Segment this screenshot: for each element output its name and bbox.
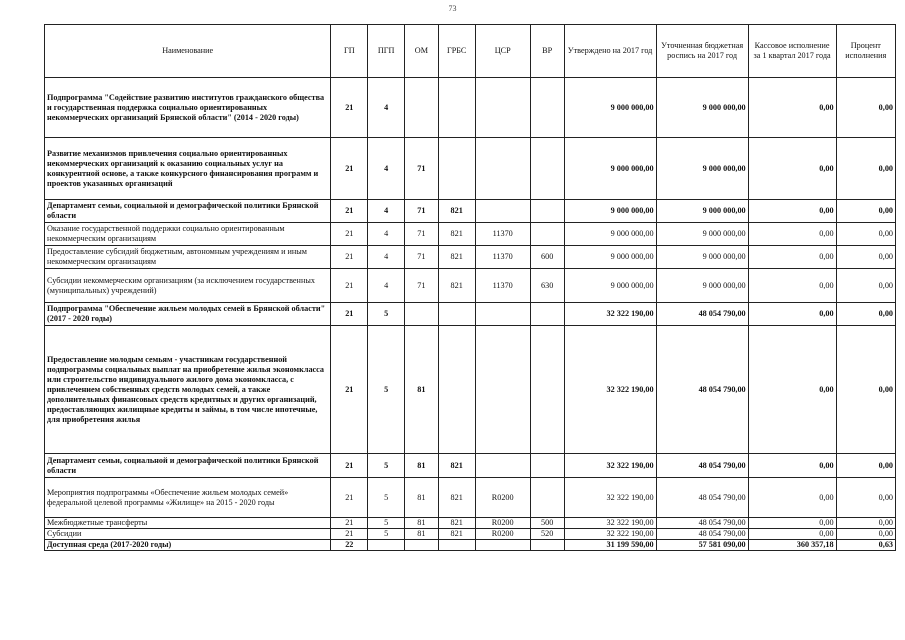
- cell-vr: [530, 540, 564, 551]
- cell-name: Субсидии: [45, 529, 331, 540]
- cell-name: Департамент семьи, социальной и демографической политики Брянской области: [45, 454, 331, 478]
- cell-name: Доступная среда (2017-2020 годы): [45, 540, 331, 551]
- cell-approved: 32 322 190,00: [564, 529, 656, 540]
- cell-grbs: [438, 326, 475, 454]
- cell-gp: 21: [331, 200, 368, 223]
- cell-percent: 0,00: [836, 138, 895, 200]
- cell-approved: 9 000 000,00: [564, 138, 656, 200]
- cell-percent: 0,00: [836, 78, 895, 138]
- cell-name: Межбюджетные трансферты: [45, 518, 331, 529]
- table-row: [45, 454, 896, 478]
- cell-grbs: 821: [438, 200, 475, 223]
- cell-gp: 21: [331, 78, 368, 138]
- cell-gp: 21: [331, 478, 368, 518]
- cell-vr: [530, 454, 564, 478]
- cell-percent: 0,63: [836, 540, 895, 551]
- cell-approved: 32 322 190,00: [564, 478, 656, 518]
- cell-vr: 600: [530, 246, 564, 269]
- cell-pgp: 5: [368, 326, 405, 454]
- table-row: [45, 200, 896, 223]
- cell-pgp: 4: [368, 246, 405, 269]
- cell-vr: [530, 326, 564, 454]
- cell-refined: 9 000 000,00: [656, 200, 748, 223]
- table-row: [45, 518, 896, 529]
- cell-vr: [530, 200, 564, 223]
- cell-om: 71: [405, 269, 439, 303]
- cell-cash: 0,00: [748, 454, 836, 478]
- cell-approved: 31 199 590,00: [564, 540, 656, 551]
- cell-gp: 21: [331, 269, 368, 303]
- cell-gp: 21: [331, 246, 368, 269]
- cell-pgp: 5: [368, 529, 405, 540]
- cell-csr: 11370: [475, 269, 530, 303]
- cell-refined: 48 054 790,00: [656, 518, 748, 529]
- cell-refined: 9 000 000,00: [656, 246, 748, 269]
- cell-grbs: [438, 78, 475, 138]
- table-row: [45, 246, 896, 269]
- cell-csr: [475, 540, 530, 551]
- cell-percent: 0,00: [836, 223, 895, 246]
- col-header-cash: Кассовое исполнение за 1 квартал 2017 года: [748, 25, 836, 78]
- cell-csr: R0200: [475, 478, 530, 518]
- cell-name: Подпрограмма "Содействие развитию институтов гражданского общества и государственная поддержка социально ориентированных некоммерческих организаций Брянской области" (2014 - 2020 годы): [45, 78, 331, 138]
- cell-csr: 11370: [475, 223, 530, 246]
- cell-cash: 0,00: [748, 138, 836, 200]
- cell-percent: 0,00: [836, 529, 895, 540]
- col-header-csr: ЦСР: [475, 25, 530, 78]
- cell-csr: 11370: [475, 246, 530, 269]
- table-row: [45, 478, 896, 518]
- table-row: [45, 223, 896, 246]
- col-header-vr: ВР: [530, 25, 564, 78]
- table-row: [45, 540, 896, 551]
- cell-grbs: [438, 303, 475, 326]
- col-header-gp: ГП: [331, 25, 368, 78]
- cell-csr: [475, 200, 530, 223]
- cell-name: Оказание государственной поддержки социально ориентированным некоммерческим организациям: [45, 223, 331, 246]
- cell-cash: 0,00: [748, 269, 836, 303]
- cell-refined: 9 000 000,00: [656, 138, 748, 200]
- cell-csr: [475, 454, 530, 478]
- page-number: 73: [448, 4, 457, 13]
- cell-name: Подпрограмма "Обеспечение жильем молодых семей в Брянской области" (2017 - 2020 годы): [45, 303, 331, 326]
- cell-vr: 500: [530, 518, 564, 529]
- cell-grbs: 821: [438, 529, 475, 540]
- cell-refined: 9 000 000,00: [656, 78, 748, 138]
- cell-refined: 57 581 090,00: [656, 540, 748, 551]
- cell-gp: 21: [331, 223, 368, 246]
- cell-pgp: 4: [368, 269, 405, 303]
- table-row: [45, 269, 896, 303]
- cell-name: Департамент семьи, социальной и демографической политики Брянской области: [45, 200, 331, 223]
- cell-grbs: 821: [438, 478, 475, 518]
- table-body: [45, 78, 896, 551]
- cell-vr: [530, 478, 564, 518]
- col-header-grbs: ГРБС: [438, 25, 475, 78]
- col-header-percent: Процент исполнения: [836, 25, 895, 78]
- cell-cash: 0,00: [748, 246, 836, 269]
- table-header-row: [45, 25, 896, 78]
- cell-approved: 9 000 000,00: [564, 269, 656, 303]
- cell-gp: 21: [331, 518, 368, 529]
- cell-gp: 21: [331, 529, 368, 540]
- cell-name: Субсидии некоммерческим организациям (за исключением государственных (муниципальных) учреждений): [45, 269, 331, 303]
- cell-gp: 21: [331, 326, 368, 454]
- cell-name: Мероприятия подпрограммы «Обеспечение жильем молодых семей» федеральной целевой программы «Жилище» на 2015 - 2020 годы: [45, 478, 331, 518]
- table-row: [45, 303, 896, 326]
- cell-grbs: 821: [438, 223, 475, 246]
- cell-om: 71: [405, 246, 439, 269]
- cell-csr: [475, 326, 530, 454]
- cell-vr: 630: [530, 269, 564, 303]
- cell-grbs: [438, 138, 475, 200]
- cell-approved: 9 000 000,00: [564, 246, 656, 269]
- cell-approved: 9 000 000,00: [564, 78, 656, 138]
- cell-refined: 48 054 790,00: [656, 326, 748, 454]
- cell-cash: 0,00: [748, 518, 836, 529]
- cell-pgp: 5: [368, 303, 405, 326]
- cell-percent: 0,00: [836, 303, 895, 326]
- cell-pgp: 4: [368, 78, 405, 138]
- cell-pgp: 4: [368, 200, 405, 223]
- cell-approved: 32 322 190,00: [564, 326, 656, 454]
- cell-om: 81: [405, 326, 439, 454]
- cell-om: [405, 303, 439, 326]
- cell-cash: 0,00: [748, 478, 836, 518]
- cell-grbs: 821: [438, 269, 475, 303]
- cell-cash: 0,00: [748, 78, 836, 138]
- col-header-name: Наименование: [45, 25, 331, 78]
- cell-csr: [475, 138, 530, 200]
- cell-cash: 0,00: [748, 529, 836, 540]
- cell-pgp: 5: [368, 478, 405, 518]
- cell-approved: 32 322 190,00: [564, 518, 656, 529]
- cell-percent: 0,00: [836, 478, 895, 518]
- cell-vr: [530, 223, 564, 246]
- cell-grbs: [438, 540, 475, 551]
- cell-refined: 9 000 000,00: [656, 269, 748, 303]
- cell-cash: 0,00: [748, 200, 836, 223]
- col-header-approved: Утверждено на 2017 год: [564, 25, 656, 78]
- cell-vr: [530, 138, 564, 200]
- cell-csr: [475, 78, 530, 138]
- table-row: [45, 138, 896, 200]
- cell-refined: 48 054 790,00: [656, 478, 748, 518]
- col-header-pgp: ПГП: [368, 25, 405, 78]
- budget-table: [44, 24, 896, 551]
- cell-cash: 0,00: [748, 223, 836, 246]
- cell-percent: 0,00: [836, 518, 895, 529]
- cell-approved: 9 000 000,00: [564, 223, 656, 246]
- cell-om: 81: [405, 518, 439, 529]
- cell-om: 71: [405, 223, 439, 246]
- cell-om: 81: [405, 478, 439, 518]
- cell-vr: 520: [530, 529, 564, 540]
- col-header-om: ОМ: [405, 25, 439, 78]
- cell-percent: 0,00: [836, 200, 895, 223]
- cell-vr: [530, 303, 564, 326]
- cell-pgp: [368, 540, 405, 551]
- cell-om: [405, 78, 439, 138]
- cell-csr: R0200: [475, 529, 530, 540]
- cell-cash: 0,00: [748, 303, 836, 326]
- cell-om: 71: [405, 138, 439, 200]
- cell-percent: 0,00: [836, 454, 895, 478]
- cell-pgp: 5: [368, 518, 405, 529]
- cell-refined: 48 054 790,00: [656, 303, 748, 326]
- cell-grbs: 821: [438, 518, 475, 529]
- cell-om: 81: [405, 529, 439, 540]
- cell-gp: 22: [331, 540, 368, 551]
- cell-approved: 9 000 000,00: [564, 200, 656, 223]
- cell-vr: [530, 78, 564, 138]
- cell-csr: R0200: [475, 518, 530, 529]
- cell-pgp: 4: [368, 138, 405, 200]
- cell-approved: 32 322 190,00: [564, 303, 656, 326]
- cell-pgp: 4: [368, 223, 405, 246]
- cell-percent: 0,00: [836, 246, 895, 269]
- col-header-refined: Уточненная бюджетная роспись на 2017 год: [656, 25, 748, 78]
- cell-cash: 360 357,18: [748, 540, 836, 551]
- cell-name: Развитие механизмов привлечения социально ориентированных некоммерческих организаций к оказанию социальных услуг на конкурентной основе, а также конкурсного финансирования программ и проектов указанных организаций: [45, 138, 331, 200]
- cell-gp: 21: [331, 138, 368, 200]
- cell-gp: 21: [331, 454, 368, 478]
- cell-pgp: 5: [368, 454, 405, 478]
- cell-refined: 48 054 790,00: [656, 454, 748, 478]
- cell-grbs: 821: [438, 454, 475, 478]
- cell-percent: 0,00: [836, 269, 895, 303]
- table-row: [45, 326, 896, 454]
- cell-grbs: 821: [438, 246, 475, 269]
- table-row: [45, 78, 896, 138]
- cell-approved: 32 322 190,00: [564, 454, 656, 478]
- cell-cash: 0,00: [748, 326, 836, 454]
- cell-gp: 21: [331, 303, 368, 326]
- cell-csr: [475, 303, 530, 326]
- cell-om: 71: [405, 200, 439, 223]
- table-row: [45, 529, 896, 540]
- cell-name: Предоставление молодым семьям - участникам государственной подпрограммы социальных выплат на приобретение жилья экономкласса или строительство индивидуального жилого дома экономкласса, с привлечением собственных средств молодых семей, а также дополнительных финансовых средств кредитных и других организаций, предоставляющих жилищные кредиты и займы, в том числе ипотечные, для приобретения жилья: [45, 326, 331, 454]
- cell-refined: 48 054 790,00: [656, 529, 748, 540]
- cell-om: 81: [405, 454, 439, 478]
- cell-refined: 9 000 000,00: [656, 223, 748, 246]
- cell-percent: 0,00: [836, 326, 895, 454]
- cell-name: Предоставление субсидий бюджетным, автономным учреждениям и иным некоммерческим организациям: [45, 246, 331, 269]
- cell-om: [405, 540, 439, 551]
